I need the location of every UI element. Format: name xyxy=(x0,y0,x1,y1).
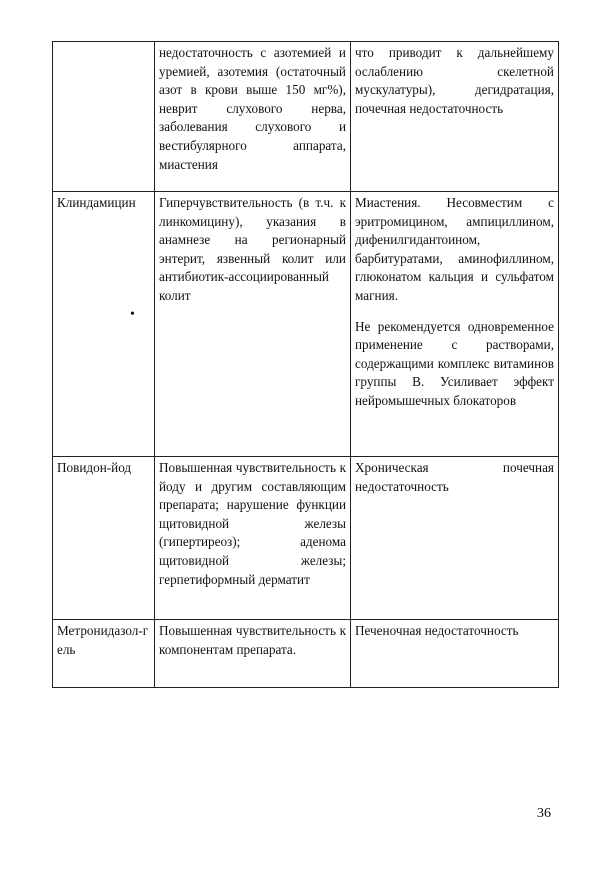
notes-paragraph: Не рекомендуется одновременное применение с растворами, содержащими комплекс витаминов группы В. Усиливает эффект нейромышечных блокаторов xyxy=(355,318,554,408)
drug-name-cell: Метронидазол-гель xyxy=(53,620,155,688)
contraindications-cell: Гиперчувствительность (в т.ч. к линкомицину), указания в анамнезе на регионарный энтерит, язвенный колит или антибиотик-ассоциированный колит xyxy=(155,192,351,457)
notes-paragraph: что приводит к дальнейшему ослаблению скелетной мускулатуры), дегидратация, почечная недостаточность xyxy=(355,45,554,116)
table-row xyxy=(53,192,559,457)
notes-cell xyxy=(351,192,559,457)
contraindications-cell: Повышенная чувствительность к йоду и другим составляющим препарата; нарушение функции щитовидной железы (гипертиреоз); аденома щитовидной железы; герпетиформный дерматит xyxy=(155,457,351,620)
contraindications-cell: Повышенная чувствительность к компонентам препарата. xyxy=(155,620,351,688)
notes-paragraph: Миастения. Несовместим с эритромицином, ампициллином, дифенилгидантоином, барбитуратами, аминофиллином, глюконатом кальция и сульфатом магния. xyxy=(355,195,554,303)
notes-cell xyxy=(351,42,559,192)
drug-name-cell: Клиндамицин xyxy=(53,192,155,457)
notes-paragraph: Хроническая почечная недостаточность xyxy=(355,460,554,494)
drug-table xyxy=(52,41,559,688)
notes-cell xyxy=(351,457,559,620)
notes-cell xyxy=(351,620,559,688)
drug-name-cell: Повидон-йод xyxy=(53,457,155,620)
bullet-mark: • xyxy=(130,307,135,322)
table-row xyxy=(53,620,559,688)
table-row xyxy=(53,42,559,192)
notes-paragraph: Печеночная недостаточность xyxy=(355,623,519,638)
table-row xyxy=(53,457,559,620)
page-number: 36 xyxy=(537,806,551,821)
drug-name-cell xyxy=(53,42,155,192)
contraindications-cell: недостаточность с азотемией и уремией, азотемия (остаточный азот в крови выше 150 мг%), неврит слухового нерва, заболевания слухового и вестибулярного аппарата, миастения xyxy=(155,42,351,192)
